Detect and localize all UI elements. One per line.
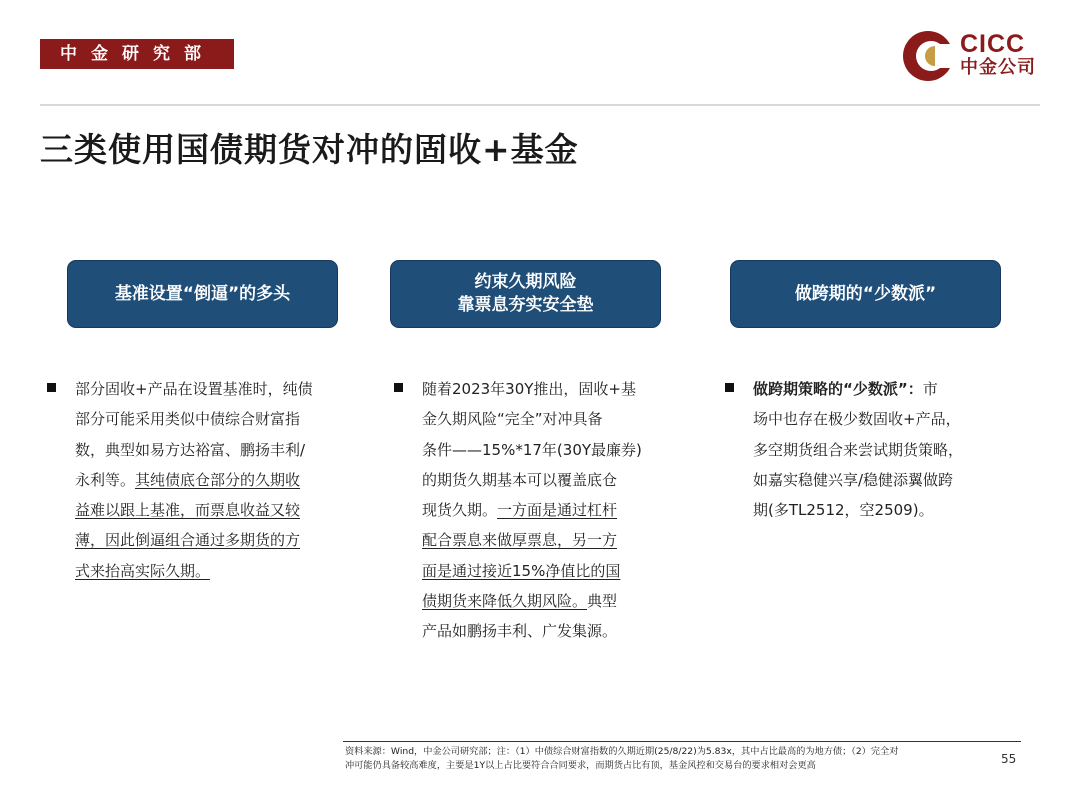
body-text: 部分固收+产品在设置基准时，纯债	[75, 380, 313, 398]
body-text: 如嘉实稳健兴享/稳健添翼做跨	[753, 470, 954, 489]
body-line	[422, 525, 642, 555]
bullet-square-icon	[725, 383, 734, 392]
column-2-header-line-2: 靠票息夯实安全垫	[457, 295, 594, 315]
body-line	[422, 374, 642, 404]
body-line	[422, 404, 642, 434]
column-1-header-line: 基准设置“倒逼”的多头	[114, 283, 291, 304]
body-line	[75, 404, 313, 434]
column-2-header-line-1: 约束久期风险	[474, 272, 577, 292]
underlined-text: 面是通过接近15%净值比的国	[422, 561, 621, 580]
source-note-line-2: 冲可能仍具备较高难度，主要是1Y以上占比要符合合同要求，而期货占比有顶，基金风控和交易台的要求相对会更高	[345, 760, 816, 771]
body-line	[75, 465, 313, 495]
underlined-text: 式来抬高实际久期。	[75, 561, 211, 580]
underlined-text: 益难以跟上基准，而票息收益又较	[75, 501, 301, 520]
cicc-logo	[902, 30, 1047, 82]
body-line	[75, 525, 313, 555]
column-3-text	[753, 374, 963, 525]
body-line	[753, 404, 963, 434]
logo-text-en: CICC	[960, 30, 1026, 58]
body-text: 典型	[587, 592, 618, 611]
bold-text: 做跨期策略的“少数派”：	[753, 380, 923, 398]
body-text: 永利等。	[75, 470, 136, 489]
underlined-text: 债期货来降低久期风险。	[422, 592, 588, 611]
body-text: 市	[922, 380, 938, 398]
body-text: 的期货久期基本可以覆盖底仓	[422, 470, 618, 489]
body-line	[422, 556, 642, 586]
cicc-logo-icon	[902, 30, 954, 82]
body-text: 部分可能采用类似中债综合财富指	[75, 410, 301, 429]
logo-text-cn: 中金公司	[960, 57, 1036, 78]
body-line	[753, 435, 963, 465]
body-text: 金久期风险“完全”对冲具备	[422, 410, 603, 429]
body-text: 多空期货组合来尝试期货策略，	[753, 440, 964, 459]
column-3-header-line: 做跨期的“少数派”	[794, 283, 937, 304]
body-text: 随着2023年30Y推出，固收+基	[422, 380, 636, 398]
body-text: 现货久期。	[422, 501, 498, 520]
body-line	[75, 556, 313, 586]
body-line	[422, 435, 642, 465]
body-line	[75, 435, 313, 465]
footer-divider	[343, 741, 1021, 742]
body-line	[422, 465, 642, 495]
body-text: 期(多TL2512，空2509)。	[753, 501, 934, 520]
underlined-text: 薄，因此倒逼组合通过多期货的方	[75, 531, 301, 550]
body-line	[75, 495, 313, 525]
underlined-text: 其纯债底仓部分的久期收	[135, 470, 301, 489]
underlined-text: 配合票息来做厚票息，另一方	[422, 531, 618, 550]
body-line	[753, 374, 963, 404]
bullet-square-icon	[394, 383, 403, 392]
header-divider	[40, 104, 1040, 106]
underlined-text: 一方面是通过杠杆	[497, 501, 618, 520]
body-text: 条件——15%*17年(30Y最廉券)	[422, 440, 642, 459]
body-line	[75, 374, 313, 404]
body-line	[422, 586, 642, 616]
column-2-text	[422, 374, 642, 647]
department-tag: 中金研究部	[40, 39, 234, 69]
body-line	[753, 495, 963, 525]
body-text: 产品如鹏扬丰利、广发集源。	[422, 622, 618, 641]
body-text: 场中也存在极少数固收+产品，	[753, 410, 961, 429]
body-line	[753, 465, 963, 495]
body-line	[422, 495, 642, 525]
body-text: 数，典型如易方达裕富、鹏扬丰利/	[75, 440, 306, 459]
column-1-header	[67, 260, 338, 328]
page-number: 55	[1001, 752, 1017, 766]
source-note-line-1: 资料来源：Wind，中金公司研究部；注：（1）中债综合财富指数的久期近期(25/8/22)为5.83x，其中占比最高的为地方债；（2）完全对	[345, 746, 899, 757]
column-2-header	[390, 260, 661, 328]
bullet-square-icon	[47, 383, 56, 392]
source-note	[345, 745, 985, 773]
page-title: 三类使用国债期货对冲的固收+基金	[40, 130, 579, 169]
column-3-header	[730, 260, 1001, 328]
column-1-text	[75, 374, 313, 586]
body-line	[422, 616, 642, 646]
